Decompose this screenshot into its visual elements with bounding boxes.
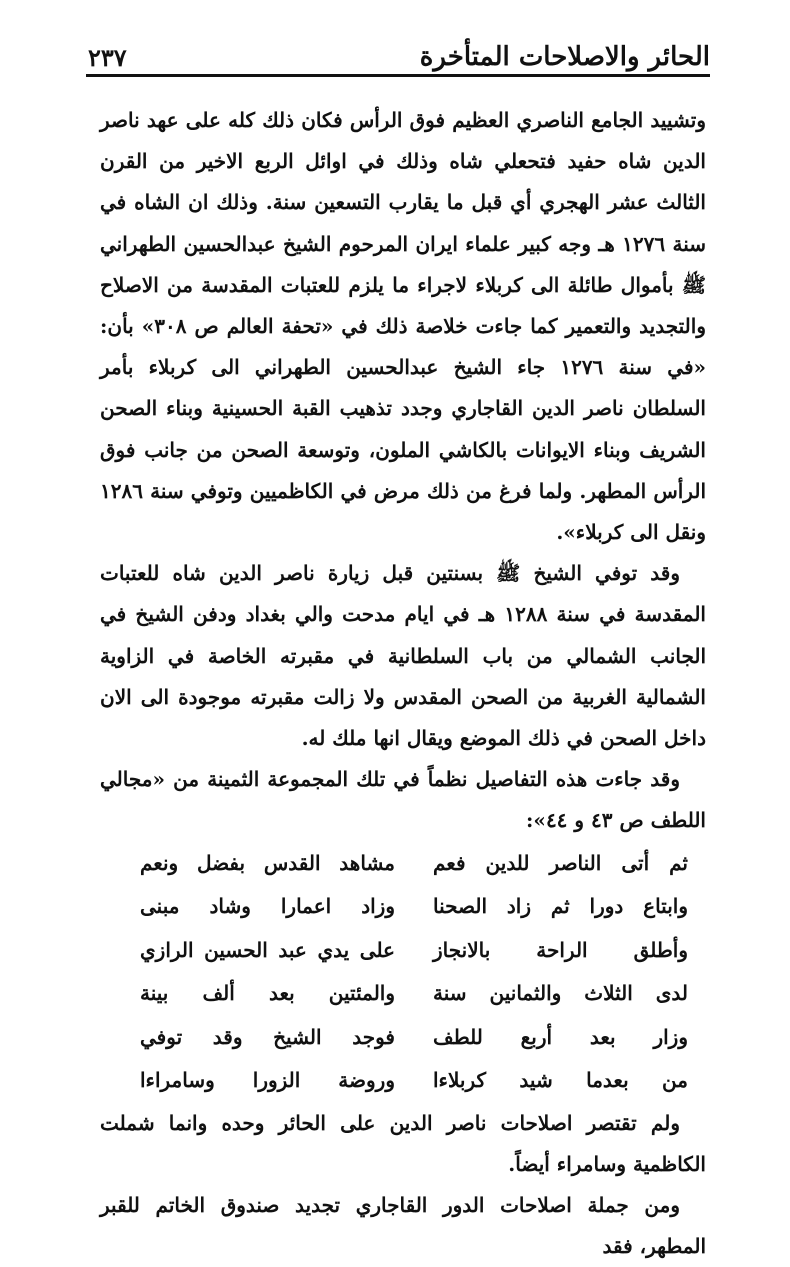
poem-verse xyxy=(100,1016,706,1060)
running-title: الحائر والاصلاحات المتأخرة xyxy=(419,42,710,72)
poem xyxy=(100,842,706,1103)
poem-verse xyxy=(100,929,706,973)
page-number: ٢٣٧ xyxy=(88,43,127,72)
verse-second-hemistich: وروضة الزورا وسامراءا xyxy=(140,1068,395,1093)
verse-first-hemistich: من بعدما شيد كربلاءا xyxy=(433,1068,688,1093)
verse-second-hemistich: على يدي عبد الحسين الرازي xyxy=(140,937,395,962)
paragraph: وتشييد الجامع الناصري العظيم فوق الرأس فكان ذلك كله على عهد ناصر الدين شاه حفيد فتحعلي شاه وذلك في اوائل الربع الاخير من القرن الثالث عشر الهجري أي قبل ما يقارب التسعين سنة. وذلك ان الشاه في سنة ١٢٧٦ هـ وجه كبير علماء ايران المرحوم الشيخ عبدالحسين الطهراني ﷺ بأموال طائلة الى كربلاء لاجراء ما يلزم للعتبات المقدسة من الاصلاح والتجديد والتعمير كما جاءت خلاصة ذلك في «تحفة العالم ص ٣٠٨» بأن: «في سنة ١٢٧٦ جاء الشيخ عبدالحسين الطهراني الى كربلاء بأمر السلطان ناصر الدين القاجاري وجدد تذهيب القبة الحسينية وبناء الصحن الشريف وبناء الايوانات بالكاشي الملون، وتوسعة الصحن من جانب فوق الرأس المطهر. ولما فرغ من ذلك مرض في الكاظميين وتوفي سنة ١٢٨٦ ونقل الى كربلاء». xyxy=(100,108,706,545)
running-header xyxy=(88,30,710,72)
page-body xyxy=(100,100,706,1267)
verse-first-hemistich: وأطلق الراحة بالانجاز xyxy=(433,937,688,962)
verse-second-hemistich: والمئتين بعد ألف بينة xyxy=(140,981,395,1006)
poem-verse xyxy=(100,885,706,929)
verse-second-hemistich: فوجد الشيخ وقد توفي xyxy=(140,1024,395,1049)
header-rule xyxy=(86,74,710,77)
paragraph: ولم تقتصر اصلاحات ناصر الدين على الحائر وحده وانما شملت الكاظمية وسامراء أيضاً. xyxy=(100,1110,706,1176)
verse-second-hemistich: مشاهد القدس بفضل ونعم xyxy=(140,850,395,875)
poem-verse xyxy=(100,1059,706,1103)
paragraph: وقد جاءت هذه التفاصيل نظماً في تلك المجموعة الثمينة من «مجالي اللطف ص ٤٣ و ٤٤»: xyxy=(100,767,706,833)
verse-first-hemistich: وابتاع دورا ثم زاد الصحنا xyxy=(433,894,688,919)
verse-first-hemistich: ثم أتى الناصر للدين فعم xyxy=(433,850,688,875)
verse-second-hemistich: وزاد اعمارا وشاد مبنى xyxy=(140,894,395,919)
verse-first-hemistich: وزار بعد أربع للطف xyxy=(433,1024,688,1049)
poem-verse xyxy=(100,972,706,1016)
paragraph: ومن جملة اصلاحات الدور القاجاري تجديد صندوق الخاتم للقبر المطهر، فقد xyxy=(100,1193,706,1259)
paragraph: وقد توفي الشيخ ﷺ بسنتين قبل زيارة ناصر الدين شاه للعتبات المقدسة في سنة ١٢٨٨ هـ في ايام مدحت والي بغداد ودفن الشيخ في الجانب الشمالي من باب السلطانية في مقبرته الخاصة في الزاوية الشمالية الغربية من الصحن المقدس ولا زالت مقبرته موجودة الى الان داخل الصحن في ذلك الموضع ويقال انها ملك له. xyxy=(100,561,706,751)
poem-verse xyxy=(100,842,706,886)
verse-first-hemistich: لدى الثلاث والثمانين سنة xyxy=(433,981,688,1006)
